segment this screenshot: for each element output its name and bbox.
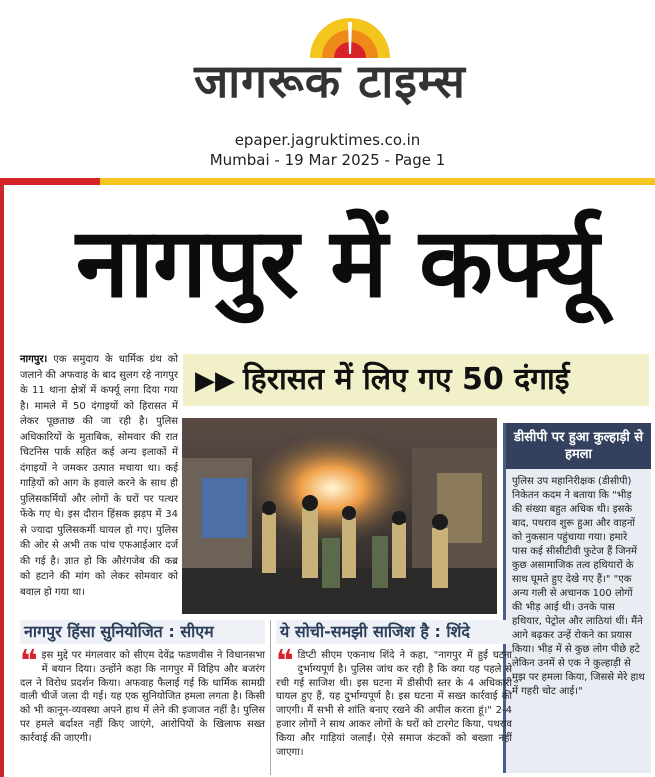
double-arrow-icon: ▶▶ [195, 366, 235, 396]
police-crowd-photo [182, 418, 497, 614]
newspaper-logo: जागरूक टाइम्स [194, 54, 466, 108]
lead-story-text: एक समुदाय के धार्मिक ग्रंथ को जलाने की अफवाह के बाद सुलग रहे नागपुर के 11 थाना क्षेत्रों में कर्फ्यू लगा दिया गया है। मामले में 50 दंगाइयों को हिरासत में लेकर पूछताछ की जा रही है। पुलिस अधिकारियों के मुताबिक, सोमवार की रात चिटनिस पार्क सहित कई अन्य इलाकों में दंगाइयों ने जमकर उत्पात मचाया था। कई गाड़ियों को आग के हवाले करने के साथ ही पुलिसकर्मियों और लोगों के घरों पर पत्थर फेंके गए थे। इस दौरान हिंसक झड़प में 34 से ज्यादा पुलिसकर्मी घायल हो गए। पुलिस की ओर से अभी तक पांच एफआईआर दर्ज की गई है। ज्ञात हो कि औरंगजेब की कब्र को हटाने की मांग को लेकर सोमवार को बवाल हो गया था। [20, 354, 179, 598]
left-margin-strip [0, 185, 4, 777]
story-shinde [276, 620, 512, 759]
story-shinde-title: ये सोची-समझी साजिश है : शिंदे [276, 620, 512, 644]
masthead-rule-red [0, 178, 100, 185]
masthead-rule-yellow [100, 178, 655, 185]
news-photo [182, 418, 497, 614]
masthead [0, 0, 655, 178]
story-cm-text: इस मुद्दे पर मंगलवार को सीएम देवेंद्र फडणवीस ने विधानसभा में बयान दिया। उन्होंने कहा कि नागपुर में विहिप और बजरंग दल ने विरोध प्रदर्शन किया। अफवाह फैलाई गई कि धार्मिक सामग्री वाली चीजें जला दी गई। यह एक सुनियोजित हमला लगता है। किसी को भी कानून-व्यवस्था अपने हाथ में लेने की इजाजत नहीं है। पुलिस पर हमले बर्दाश्त नहीं किए जाएंगे, आरोपियों के खिलाफ सख्त कार्रवाई की जाएगी। [20, 650, 265, 744]
story-cm-title: नागपुर हिंसा सुनियोजित : सीएम [20, 620, 265, 644]
edition-date: Mumbai - 19 Mar 2025 - Page 1 [209, 151, 446, 169]
main-headline: नागपुर में कर्फ्यू [75, 207, 599, 319]
quote-mark-icon: ❝ [276, 644, 294, 679]
column-divider [270, 620, 271, 775]
lead-story [20, 352, 178, 600]
edition-info [0, 130, 655, 170]
epaper-url[interactable]: epaper.jagruktimes.co.in [234, 131, 421, 149]
story-cm [20, 620, 265, 746]
subheadline-text: हिरासत में लिए गए 50 दंगाई [243, 362, 570, 397]
subheadline [183, 354, 649, 406]
story-shinde-text: डिप्टी सीएम एकनाथ शिंदे ने कहा, "नागपुर में हुई घटना दुर्भाग्यपूर्ण है। पुलिस जांच कर रही है कि क्या यह पहले से रची गई साजिश थी। इस घटना में डीसीपी स्तर के 4 अधिकारी घायल हुए हैं, यह दुर्भाग्यपूर्ण है। इस घटना में सख्त कार्रवाई की जाएगी। मैं सभी से शांति बनाए रखने की अपील करता हूं।" 2-4 हजार लोगों ने साथ आकर लोगों के घरों को टारगेट किया, पथराव किया और गाड़ियां जलाईं। ऐसे समाज कंटकों को बख्शा नहीं जाएगा। [276, 650, 512, 758]
story-shinde-body [276, 644, 512, 759]
sidebar-title: डीसीपी पर हुआ कुल्हाड़ी से हमला [506, 423, 651, 469]
dateline: नागपुर। [20, 354, 48, 365]
quote-mark-icon: ❝ [20, 644, 38, 679]
sun-logo-icon [300, 8, 400, 60]
subheadline-band [183, 354, 649, 406]
story-cm-body [20, 644, 265, 746]
bottom-stories [20, 620, 650, 775]
sidebar-text: पुलिस उप महानिरीक्षक (डीसीपी) निकेतन कदम ने बताया कि "भीड़ की संख्या बहुत अधिक थी। इसके बाद, पथराव शुरू हुआ और वाहनों को नुकसान पहुंचाया गया। हमारे पास कई सीसीटीवी फुटेज हैं जिनमें कुछ असामाजिक तत्व हथियारों के साथ घूमते हुए देखे गए हैं।" "एक अन्य गली से अचानक 100 लोगों की भीड़ आई थी। उनके पास हथियार, पेट्रोल और लाठियां थीं। मैंने आगे बढ़कर उन्हें रोकने का प्रयास किया। भीड़ में से कुछ लोग पीछे हटे लेकिन उनमें से एक ने कुल्हाड़ी से मुझ पर हमला किया, जिससे मेरे हाथ में गहरी चोट आई।" [512, 476, 645, 697]
